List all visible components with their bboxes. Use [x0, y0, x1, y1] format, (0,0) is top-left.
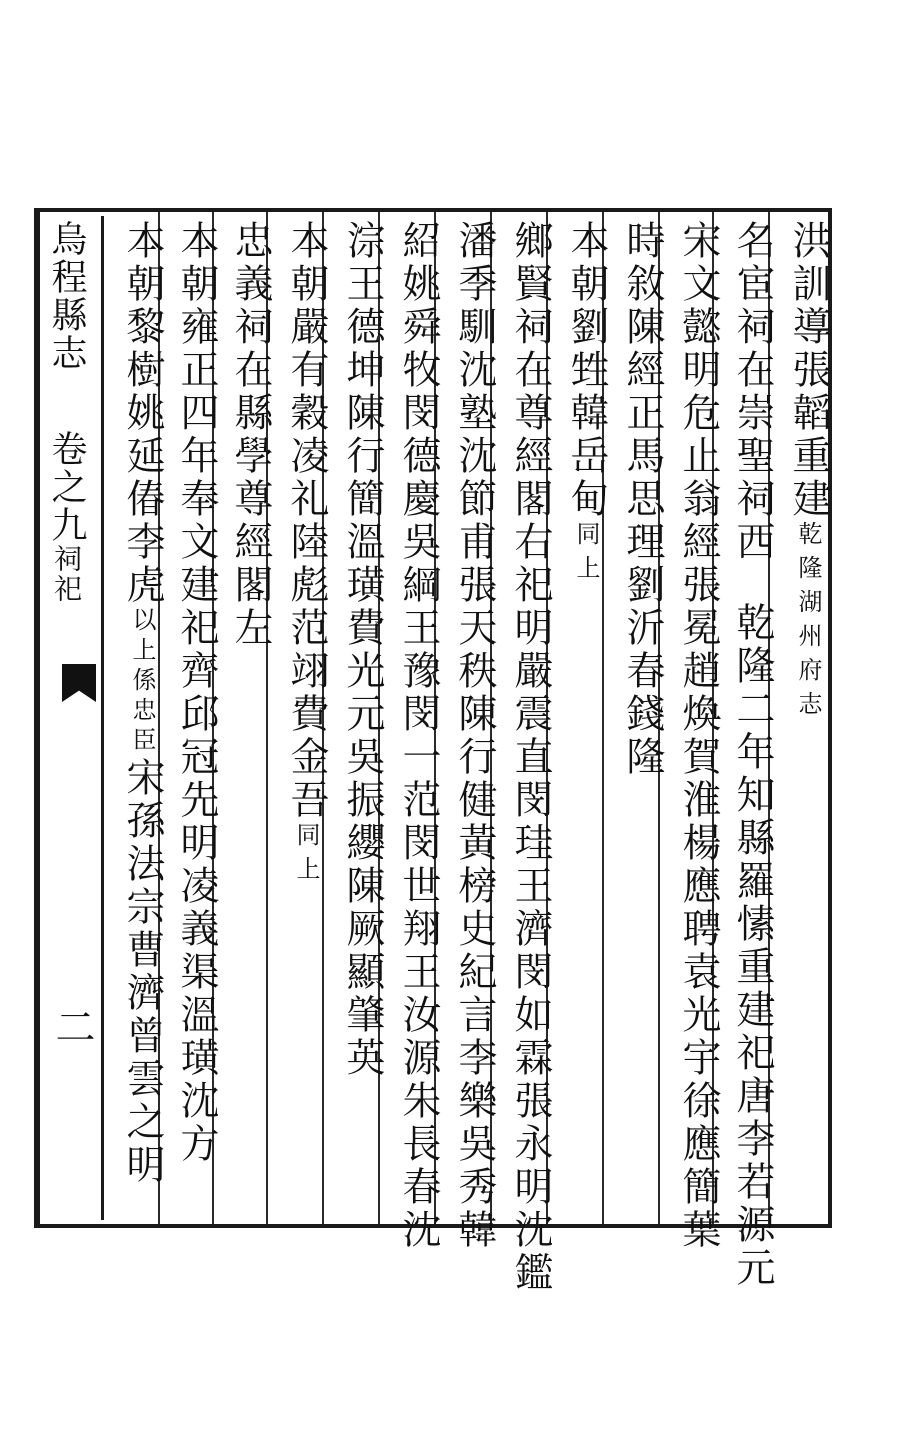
column-main-text: 潘季馴沈塾沈節甫張天秩陳行健黃榜史紀言李樂吳秀韓 [452, 220, 497, 1252]
column-note-text: 同上 [572, 521, 600, 589]
fishtail-mark-icon [62, 664, 96, 702]
column-main-text: 忠義祠在縣學尊經閣左 [228, 220, 273, 650]
column-note-text: 以上係忠臣 [128, 607, 156, 757]
column-main-text: 時敘陳經正馬思理劉沂春錢隆 [620, 220, 665, 779]
column-main-text: 宋文懿明危止翁經張冕趙煥賀淮楊應聘袁光宇徐應簡葉 [676, 220, 721, 1252]
margin-column [40, 216, 104, 1220]
text-block [40, 212, 831, 1295]
text-column-13 [108, 220, 165, 1216]
text-column-3 [664, 220, 721, 1252]
column-main-text: 鄉賢祠在尊經閣右祀明嚴震直閔珪王濟閔如霖張永明沈鑑 [508, 220, 553, 1295]
text-column-6 [496, 220, 553, 1295]
text-column-8 [384, 220, 441, 1252]
text-column-9 [328, 220, 385, 1216]
column-main-text: 名宦祠在崇聖祠西 [730, 220, 775, 564]
column-main-text: 淙王德坤陳行簡溫璜費光元吳振纓陳厥顯肇英 [340, 220, 385, 1080]
subsection-title: 祠祀 [50, 544, 83, 604]
column-main-text-continued: 宋孫法宗曹濟曾雲之明 [120, 757, 165, 1187]
text-column-7 [440, 220, 497, 1252]
leaf-number: 二 [49, 1006, 95, 1046]
book-title: 烏程縣志 [46, 220, 87, 372]
text-column-2 [718, 220, 775, 1290]
column-main-text: 洪訓導張韜重建 [786, 220, 831, 521]
section-title: 卷之九 [46, 430, 87, 544]
text-column-1 [774, 220, 831, 1216]
column-note-text: 同上 [292, 822, 320, 890]
text-frame [34, 208, 832, 1295]
column-main-text: 紹姚舜牧閔德慶吳綱王豫閔一范閔世翔王汝源朱長春沈 [396, 220, 441, 1252]
column-main-text: 本朝嚴有穀凌礼陸彪范翊費金吾 [284, 220, 329, 822]
column-note-text: 乾隆湖州府志 [794, 521, 822, 725]
text-column-10 [272, 220, 329, 1216]
column-main-text-continued: 乾隆二年知縣羅愫重建祀唐李若源元 [730, 602, 775, 1290]
margin-title [46, 220, 87, 604]
text-column-11 [216, 220, 273, 1216]
text-column-5 [552, 220, 609, 1216]
column-main-text: 本朝劉甡韓岳甸 [564, 220, 609, 521]
column-main-text: 本朝黎樹姚延偆李虎 [120, 220, 165, 607]
text-column-12 [162, 220, 219, 1216]
text-column-4 [608, 220, 665, 1216]
column-main-text: 本朝雍正四年奉文建祀齊邱冠先明凌義渠溫璜沈方 [174, 220, 219, 1166]
